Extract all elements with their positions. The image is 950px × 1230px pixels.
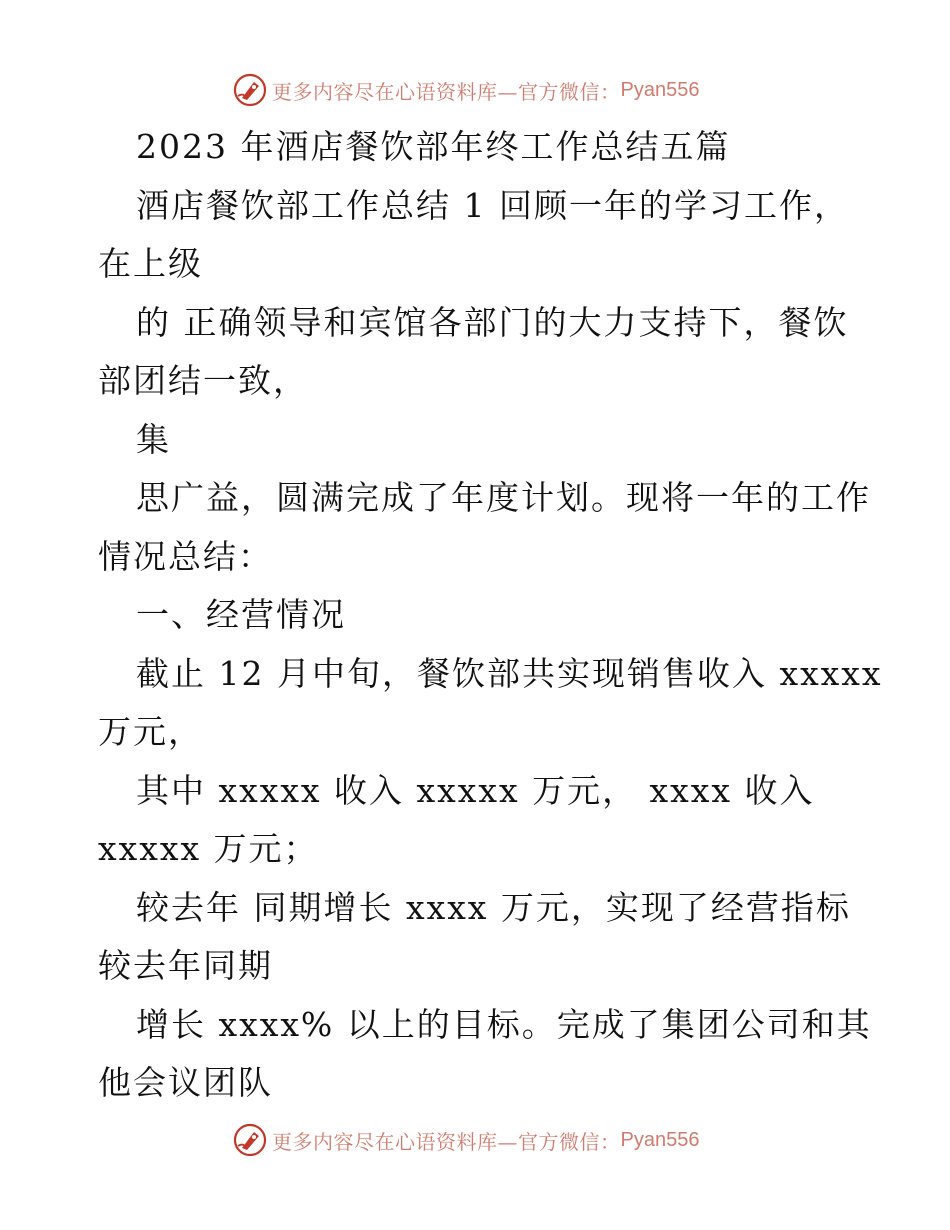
paragraph-line: 万元， bbox=[98, 712, 203, 751]
paragraph-line: 增长 xxxx% 以上的目标。完成了集团公司和其 bbox=[136, 1004, 872, 1044]
banner-text: 更多内容尽在心语资料库—官方微信： bbox=[272, 79, 621, 104]
section-heading: 一、经营情况 bbox=[136, 595, 346, 634]
pen-nib-logo-icon bbox=[232, 1122, 268, 1158]
document-body bbox=[98, 118, 883, 1113]
banner-wechat-handle: Pyan556 bbox=[620, 78, 700, 101]
paragraph-line: 较去年同期 bbox=[98, 946, 273, 985]
footer-banner bbox=[232, 1120, 699, 1160]
header-banner bbox=[232, 70, 699, 110]
paragraph-line: 思广益，圆满完成了年度计划。现将一年的工作 bbox=[136, 478, 871, 517]
paragraph-line: 部团结一致， bbox=[98, 361, 308, 400]
paragraph-line: 酒店餐饮部工作总结 1 回顾一年的学习工作， bbox=[136, 185, 849, 225]
paragraph-line: 在上级 bbox=[98, 244, 203, 283]
paragraph-line: 情况总结： bbox=[98, 536, 273, 576]
paragraph-line: xxxxx 万元； bbox=[98, 829, 319, 868]
paragraph-line: 的 正确领导和宾馆各部门的大力支持下，餐饮 bbox=[136, 302, 849, 342]
paragraph-line: 他会议团队 bbox=[98, 1063, 273, 1102]
document-title: 2023 年酒店餐饮部年终工作总结五篇 bbox=[136, 127, 731, 166]
paragraph-line: 集 bbox=[136, 419, 171, 459]
banner-text: 更多内容尽在心语资料库—官方微信： bbox=[272, 1129, 621, 1154]
paragraph-line: 较去年 同期增长 xxxx 万元，实现了经营指标 bbox=[136, 887, 851, 927]
paragraph-line: 截止 12 月中旬，餐饮部共实现销售收入 xxxxx bbox=[136, 653, 883, 693]
paragraph-line: 其中 xxxxx 收入 xxxxx 万元， xxxx 收入 bbox=[136, 770, 815, 810]
banner-wechat-handle: Pyan556 bbox=[620, 1128, 700, 1151]
pen-nib-logo-icon bbox=[232, 72, 268, 108]
